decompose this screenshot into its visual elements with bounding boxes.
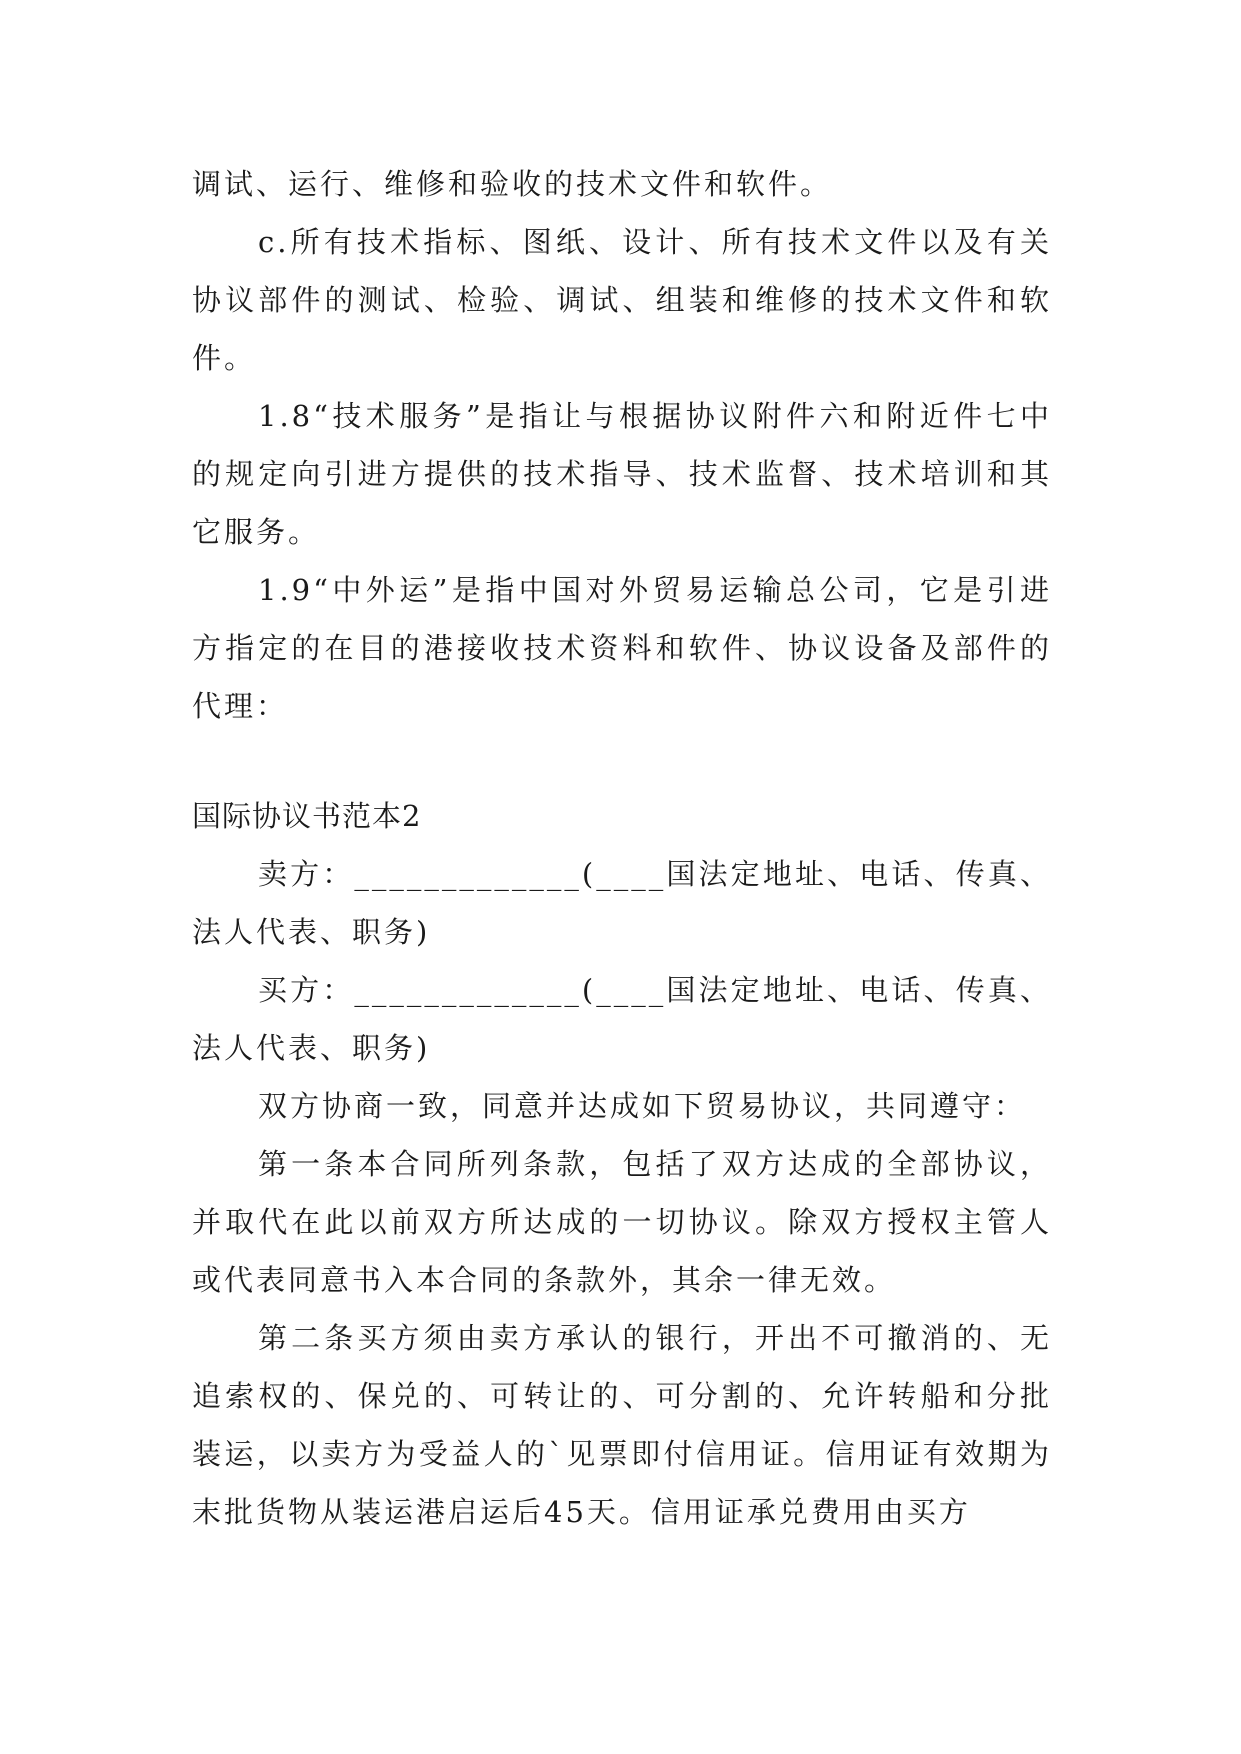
- paragraph-article-2: 第二条买方须由卖方承认的银行，开出不可撤消的、无追索权的、保兑的、可转让的、可分割的、允许转船和分批装运，以卖方为受益人的`见票即付信用证。信用证有效期为末批货物从装运港启运后45天。信用证承兑费用由买方: [192, 1321, 1052, 1529]
- document-body: [192, 155, 1052, 1541]
- paragraph-continuation: 调试、运行、维修和验收的技术文件和软件。: [192, 167, 833, 201]
- paragraph-item-c: c.所有技术指标、图纸、设计、所有技术文件以及有关协议部件的测试、检验、调试、组装和维修的技术文件和软件。: [192, 225, 1052, 375]
- section-2: [192, 787, 1052, 1541]
- section-spacer: [192, 735, 1052, 787]
- paragraph-1-8-technical-services: 1.8“技术服务”是指让与根据协议附件六和附近件七中的规定向引进方提供的技术指导、技术监督、技术培训和其它服务。: [192, 399, 1052, 549]
- paragraph-agreement-intro: 双方协商一致，同意并达成如下贸易协议，共同遵守：: [258, 1089, 1027, 1123]
- section-heading: 国际协议书范本2: [192, 799, 422, 833]
- section-1: [192, 155, 1052, 735]
- paragraph-article-1: 第一条本合同所列条款，包括了双方达成的全部协议，并取代在此以前双方所达成的一切协议。除双方授权主管人或代表同意书入本合同的条款外，其余一律无效。: [192, 1147, 1052, 1297]
- paragraph-buyer: 买方：_____________(____国法定地址、电话、传真、法人代表、职务): [192, 973, 1052, 1065]
- paragraph-seller: 卖方：_____________(____国法定地址、电话、传真、法人代表、职务): [192, 857, 1052, 949]
- paragraph-1-9-sinotrans: 1.9“中外运”是指中国对外贸易运输总公司，它是引进方指定的在目的港接收技术资料和软件、协议设备及部件的代理：: [192, 573, 1052, 723]
